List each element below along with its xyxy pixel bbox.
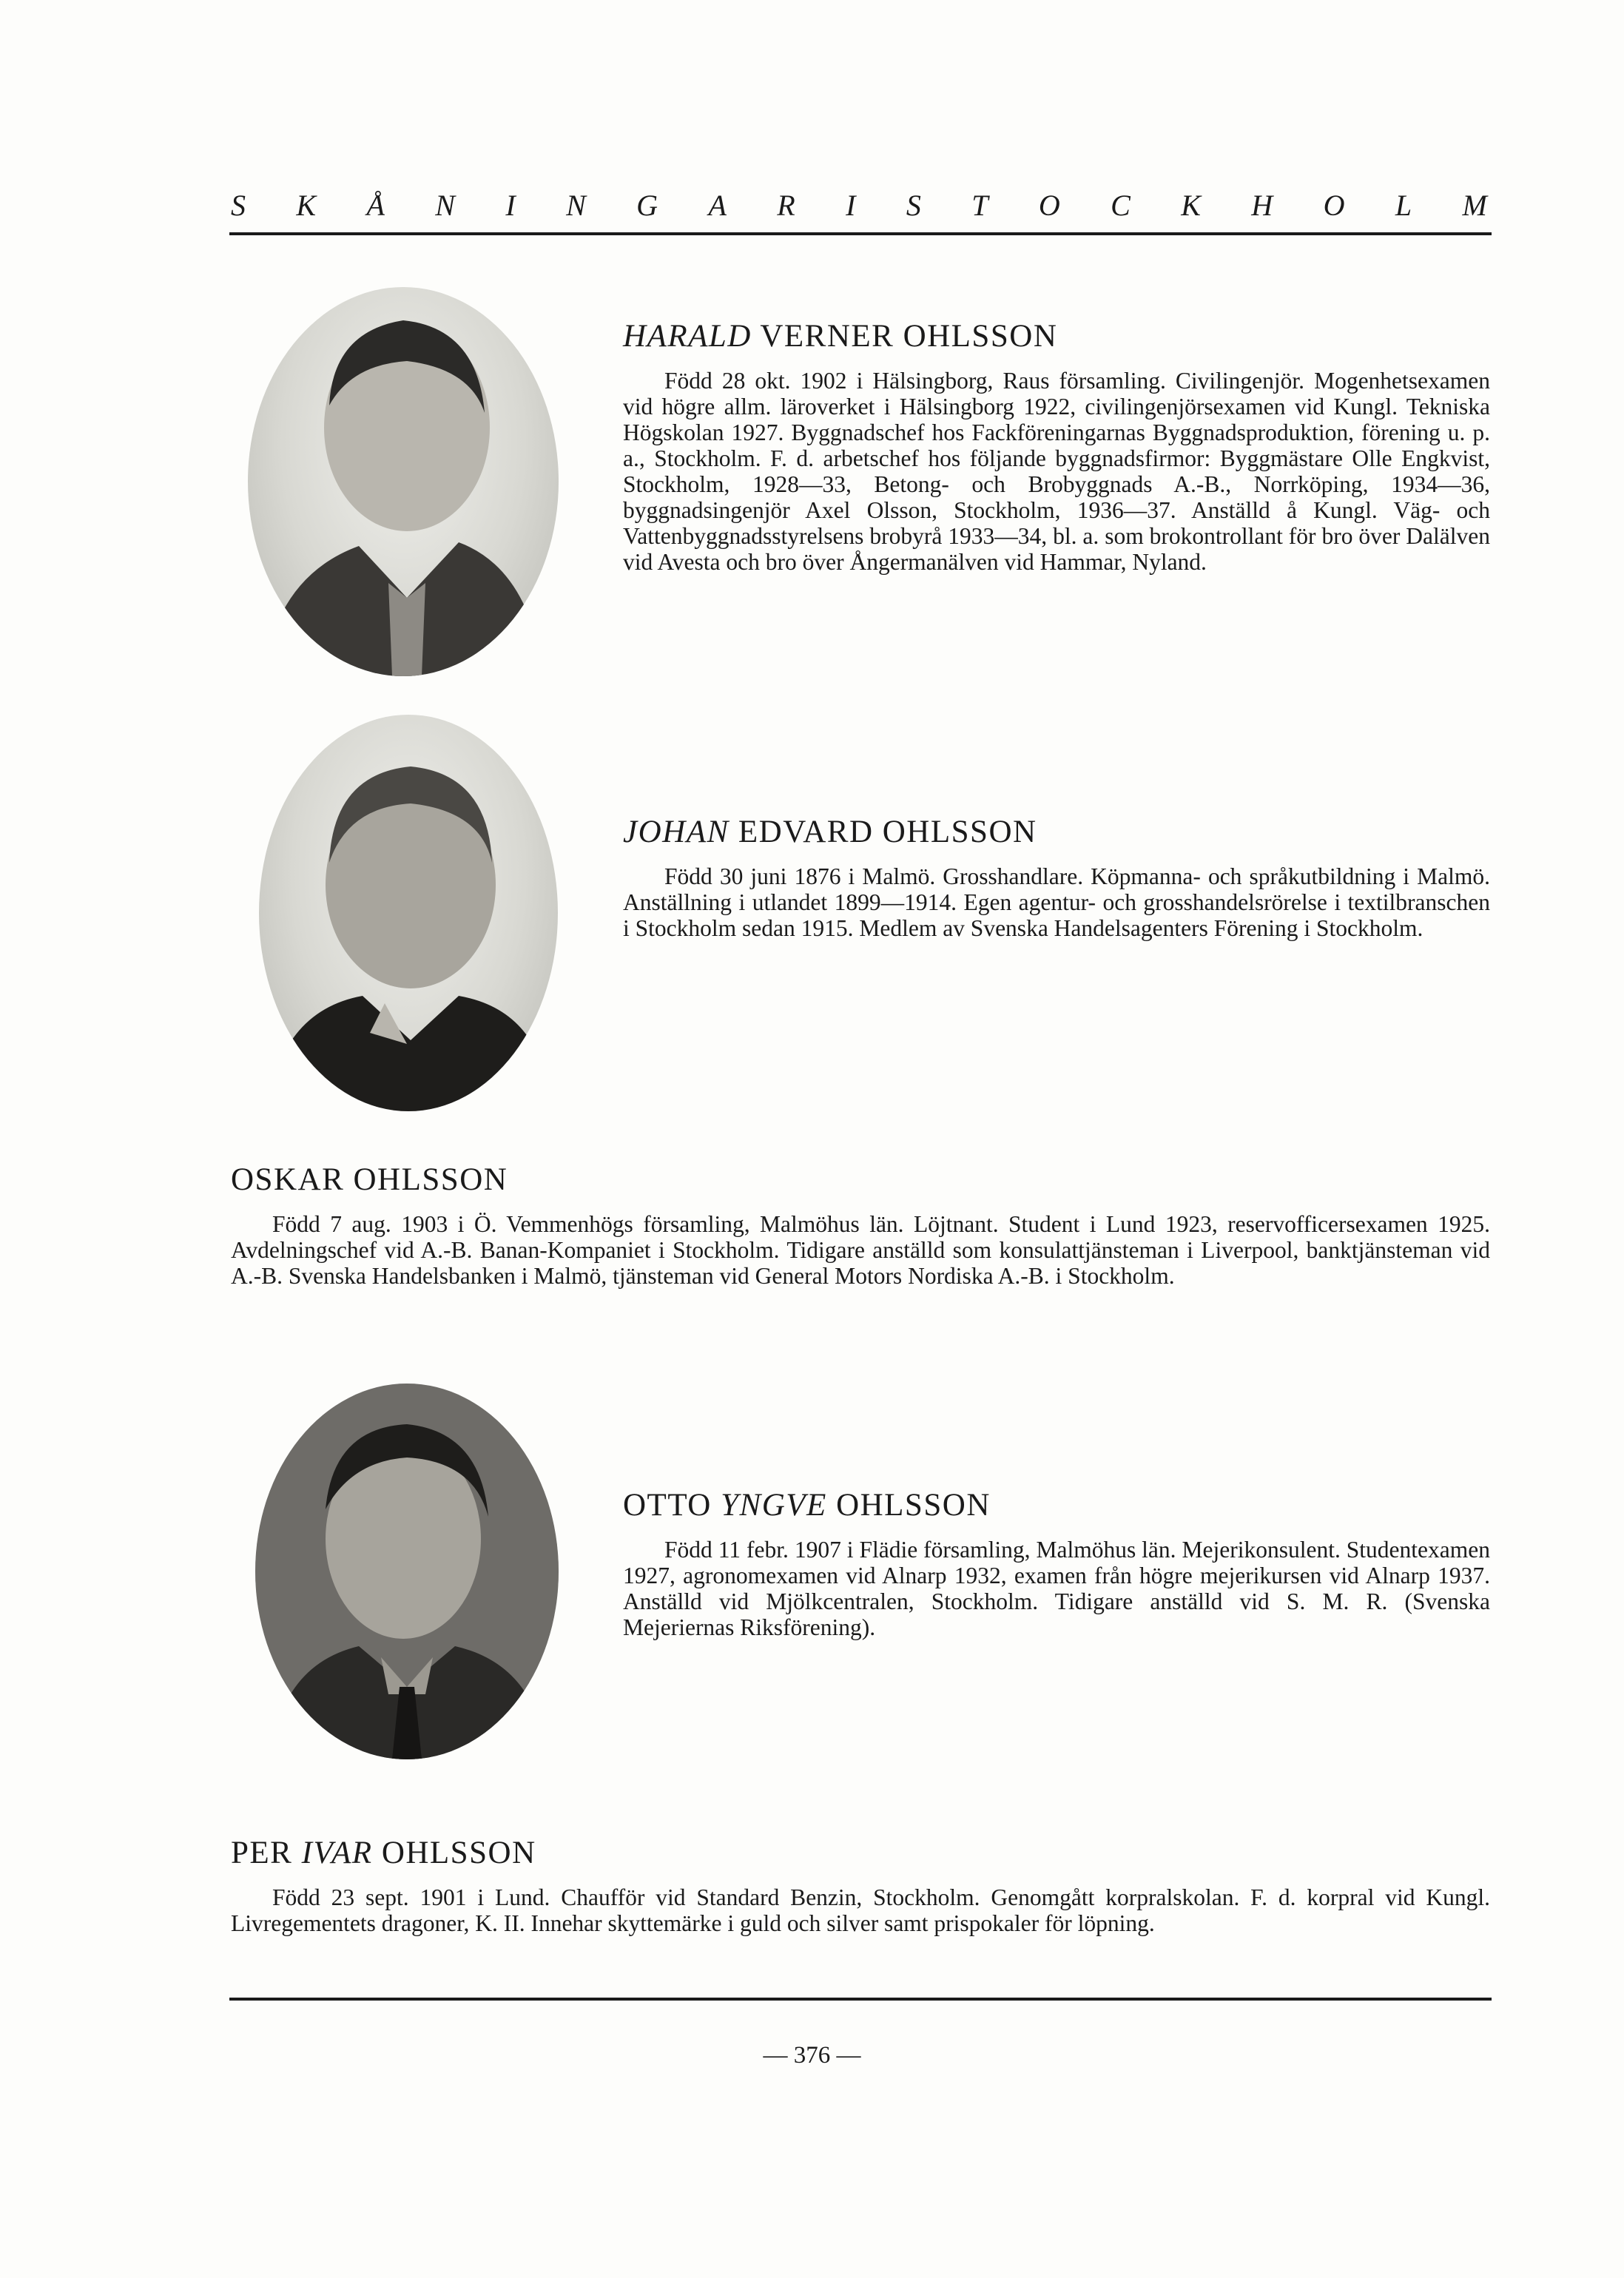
header-letter: H — [1251, 189, 1275, 222]
header-letter: M — [1462, 189, 1489, 222]
given-name: IVAR — [301, 1836, 373, 1870]
header-letter: O — [1038, 189, 1062, 222]
given-name: YNGVE — [721, 1488, 827, 1523]
header-rule — [229, 232, 1492, 235]
person-name — [623, 318, 1490, 354]
header-letter: S — [906, 189, 923, 222]
header-letter: S — [231, 189, 247, 222]
person-name — [231, 1835, 1490, 1871]
given-name: HARALD — [623, 319, 752, 354]
first-name: OTTO — [623, 1488, 712, 1523]
entry-harald — [623, 318, 1490, 575]
portrait-photo-johan — [259, 715, 558, 1111]
biography: Född 28 okt. 1902 i Hälsingborg, Raus församling. Civilingenjör. Mogenhetsexamen vid högre allm. läroverket i Hälsingborg 1922, civilingenjörsexamen vid Kungl. Tekniska Högskolan 1927. Byggnadschef hos Fackföreningarnas Byggnadsproduktion, förening u. p. a., Stockholm. F. d. arbetschef hos följande byggnadsfirmor: Byggmästare Olle Engkvist, Stockholm, 1928—33, Betong- och Brobyggnads A.-B., Norrköping, 1934—36, byggnadsingenjör Axel Olsson, Stockholm, 1936—37. Anställd å Kungl. Väg- och Vattenbyggnadsstyrelsens brobyrå 1933—34, bl. a. som brokontrollant för bro över Dalälven vid Avesta och bro över Ångermanälven vid Hammar, Nyland. — [623, 368, 1490, 575]
entry-johan — [623, 814, 1490, 941]
page-number: — 376 — — [763, 2042, 861, 2069]
surname: OHLSSON — [836, 1488, 991, 1523]
biography: Född 7 aug. 1903 i Ö. Vemmenhögs församling, Malmöhus län. Löjtnant. Student i Lund 1923, reservofficersexamen 1925. Avdelningschef vid A.-B. Banan-Kompaniet i Stockholm. Tidigare anställd som konsulattjänsteman i Liverpool, banktjänsteman vid A.-B. Svenska Handelsbanken i Malmö, tjänsteman vid General Motors Nordiska A.-B. i Stockholm. — [231, 1211, 1490, 1289]
entry-per-ivar — [231, 1835, 1490, 1936]
given-name: JOHAN — [623, 815, 730, 849]
entry-oskar — [231, 1162, 1490, 1289]
header-letter: I — [846, 189, 858, 222]
header-letter: G — [636, 189, 660, 222]
header-letter: C — [1111, 189, 1132, 222]
person-name — [623, 814, 1490, 850]
portrait-photo-otto — [255, 1384, 559, 1759]
entry-otto — [623, 1487, 1490, 1640]
footer-rule — [229, 1998, 1492, 2001]
biography: Född 23 sept. 1901 i Lund. Chaufför vid Standard Benzin, Stockholm. Genomgått korpralskolan. F. d. korpral vid Kungl. Livregementets dragoner, K. II. Innehar skyttemärke i guld och silver samt prispokaler för löpning. — [231, 1884, 1490, 1936]
header-letter: I — [505, 189, 517, 222]
surname: VERNER OHLSSON — [760, 319, 1058, 354]
biography: Född 11 febr. 1907 i Flädie församling, Malmöhus län. Mejerikonsulent. Studentexamen 1927, agronomexamen vid Alnarp 1932, examen från högre mejerikursen vid Alnarp 1937. Anställd vid Mjölkcentralen, Stockholm. Tidigare anställd vid S. M. R. (Svenska Mejeriernas Riksförening). — [623, 1537, 1490, 1640]
header-letter: N — [566, 189, 587, 222]
person-name — [623, 1487, 1490, 1523]
surname: OHLSSON — [381, 1836, 536, 1870]
header-letter: N — [435, 189, 456, 222]
header-letter: Å — [366, 189, 386, 222]
first-name: PER — [231, 1836, 293, 1870]
surname: EDVARD OHLSSON — [738, 815, 1037, 849]
header-letter: R — [777, 189, 797, 222]
portrait-photo-harald — [248, 287, 559, 676]
header-letter: A — [708, 189, 728, 222]
person-name: OSKAR OHLSSON — [231, 1162, 508, 1197]
header-letter: T — [971, 189, 990, 222]
running-header — [231, 188, 1489, 223]
biography: Född 30 juni 1876 i Malmö. Grosshandlare. Köpmanna- och språkutbildning i Malmö. Anställning i utlandet 1899—1914. Egen agentur- och grosshandelsrörelse i textilbranschen i Stockholm sedan 1915. Medlem av Svenska Handelsagenters Förening i Stockholm. — [623, 863, 1490, 941]
header-letter: L — [1395, 189, 1414, 222]
header-letter: K — [1181, 189, 1202, 222]
header-letter: O — [1323, 189, 1347, 222]
header-letter: K — [296, 189, 318, 222]
